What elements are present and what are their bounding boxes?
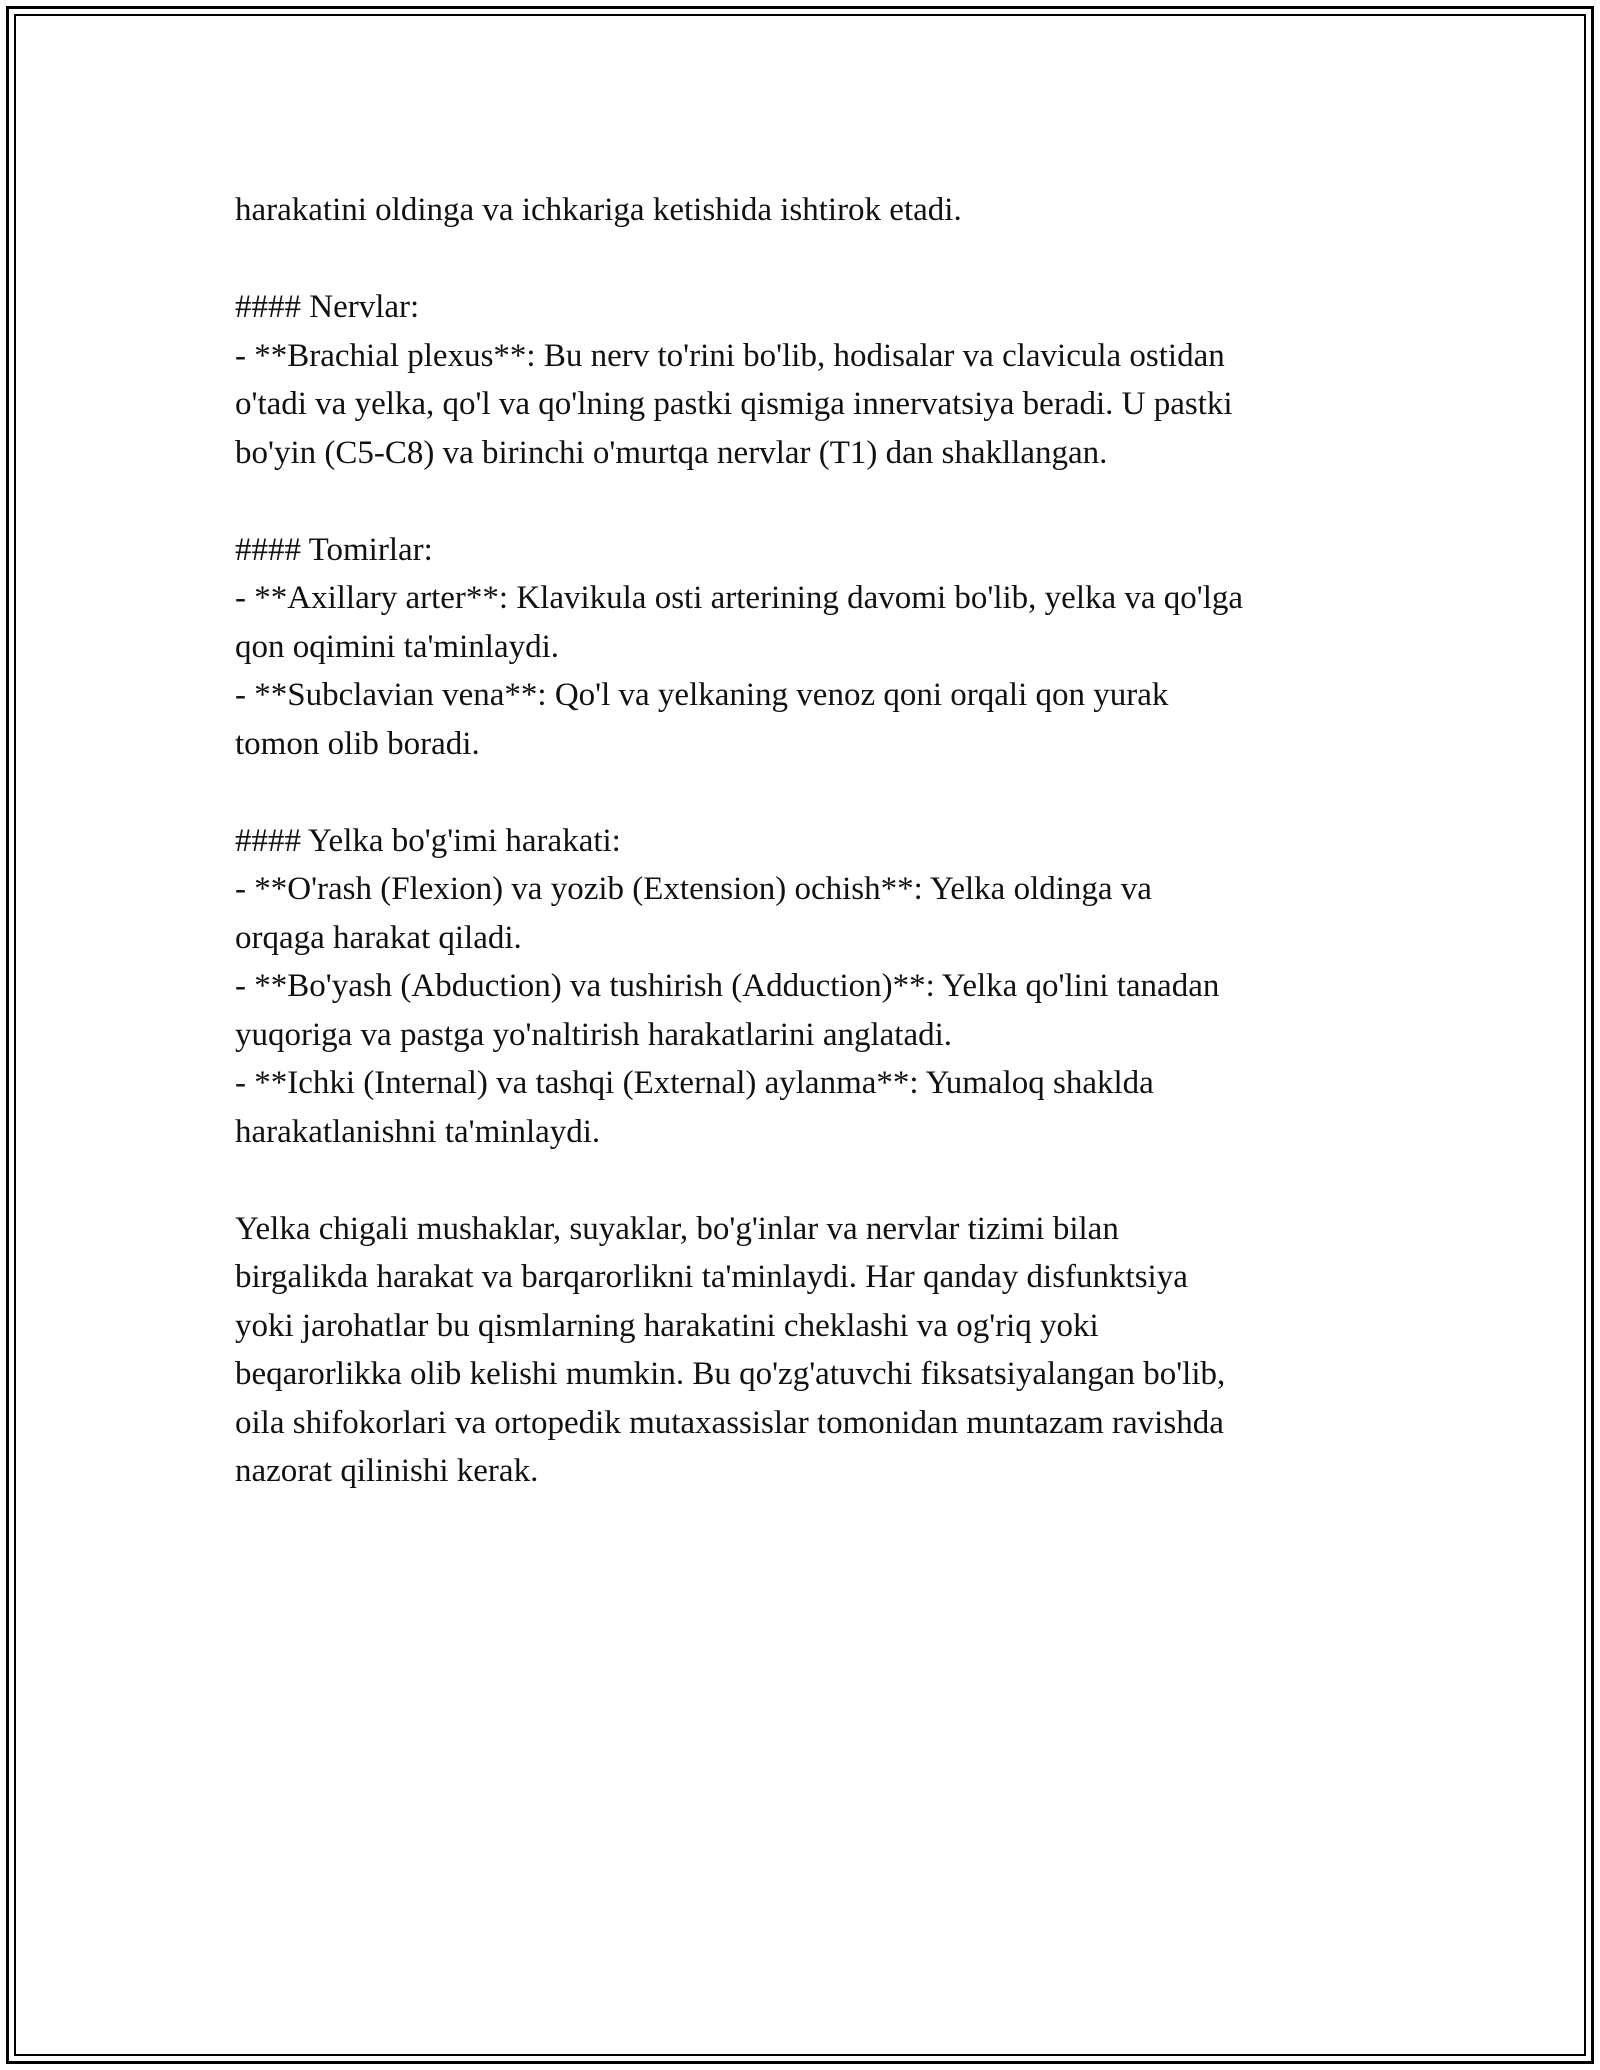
tomirlar-line: - **Axillary arter**: Klavikula osti arterining davomi bo'lib, yelka va qo'lga [235, 580, 1244, 616]
paragraph-gap [235, 768, 1375, 817]
harakat-line: orqaga harakat qiladi. [235, 919, 522, 956]
section-heading-tomirlar: #### Tomirlar: [235, 531, 433, 568]
conclusion-line: beqarorlikka olib kelishi mumkin. Bu qo'zg'atuvchi fiksatsiyalangan bo'lib, [235, 1356, 1226, 1392]
tomirlar-line: qon oqimini ta'minlaydi. [235, 628, 560, 665]
paragraph-gap [235, 235, 1375, 284]
tomirlar-line: tomon olib boradi. [235, 725, 480, 762]
harakat-line: yuqoriga va pastga yo'naltirish harakatlarini anglatadi. [235, 1016, 953, 1053]
section-heading-nervlar: #### Nervlar: [235, 289, 420, 325]
harakat-line: harakatlanishni ta'minlaydi. [235, 1113, 601, 1150]
nervlar-line: bo'yin (C5-C8) va birinchi o'murtqa nervlar (T1) dan shakllangan. [235, 434, 1108, 471]
section-heading-harakat: #### Yelka bo'g'imi harakati: [235, 822, 621, 859]
paragraph-gap [235, 477, 1375, 526]
conclusion-line: birgalikda harakat va barqarorlikni ta'minlaydi. Har qanday disfunktsiya [235, 1259, 1188, 1295]
harakat-line: - **Bo'yash (Abduction) va tushirish (Adduction)**: Yelka qo'lini tanadan [235, 968, 1220, 1004]
conclusion-line: oila shifokorlari va ortopedik mutaxassislar tomonidan muntazam ravishda [235, 1404, 1224, 1441]
harakat-line: - **O'rash (Flexion) va yozib (Extension) ochish**: Yelka oldinga va [235, 871, 1152, 907]
intro-line: harakatini oldinga va ichkariga ketishida ishtirok etadi. [235, 192, 962, 228]
nervlar-line: - **Brachial plexus**: Bu nerv to'rini bo'lib, hodisalar va clavicula ostidan [235, 337, 1225, 374]
harakat-line: - **Ichki (Internal) va tashqi (External) aylanma**: Yumaloq shaklda [235, 1065, 1154, 1101]
conclusion-line: Yelka chigali mushaklar, suyaklar, bo'g'inlar va nervlar tizimi bilan [235, 1210, 1119, 1247]
nervlar-line: o'tadi va yelka, qo'l va qo'lning pastki qismiga innervatsiya beradi. U pastki [235, 386, 1233, 422]
conclusion-line: yoki jarohatlar bu qismlarning harakatini cheklashi va og'riq yoki [235, 1307, 1099, 1344]
paragraph-gap [235, 1156, 1375, 1205]
document-body [235, 186, 1375, 1496]
conclusion-line: nazorat qilinishi kerak. [235, 1453, 539, 1489]
tomirlar-line: - **Subclavian vena**: Qo'l va yelkaning venoz qoni orqali qon yurak [235, 677, 1169, 713]
